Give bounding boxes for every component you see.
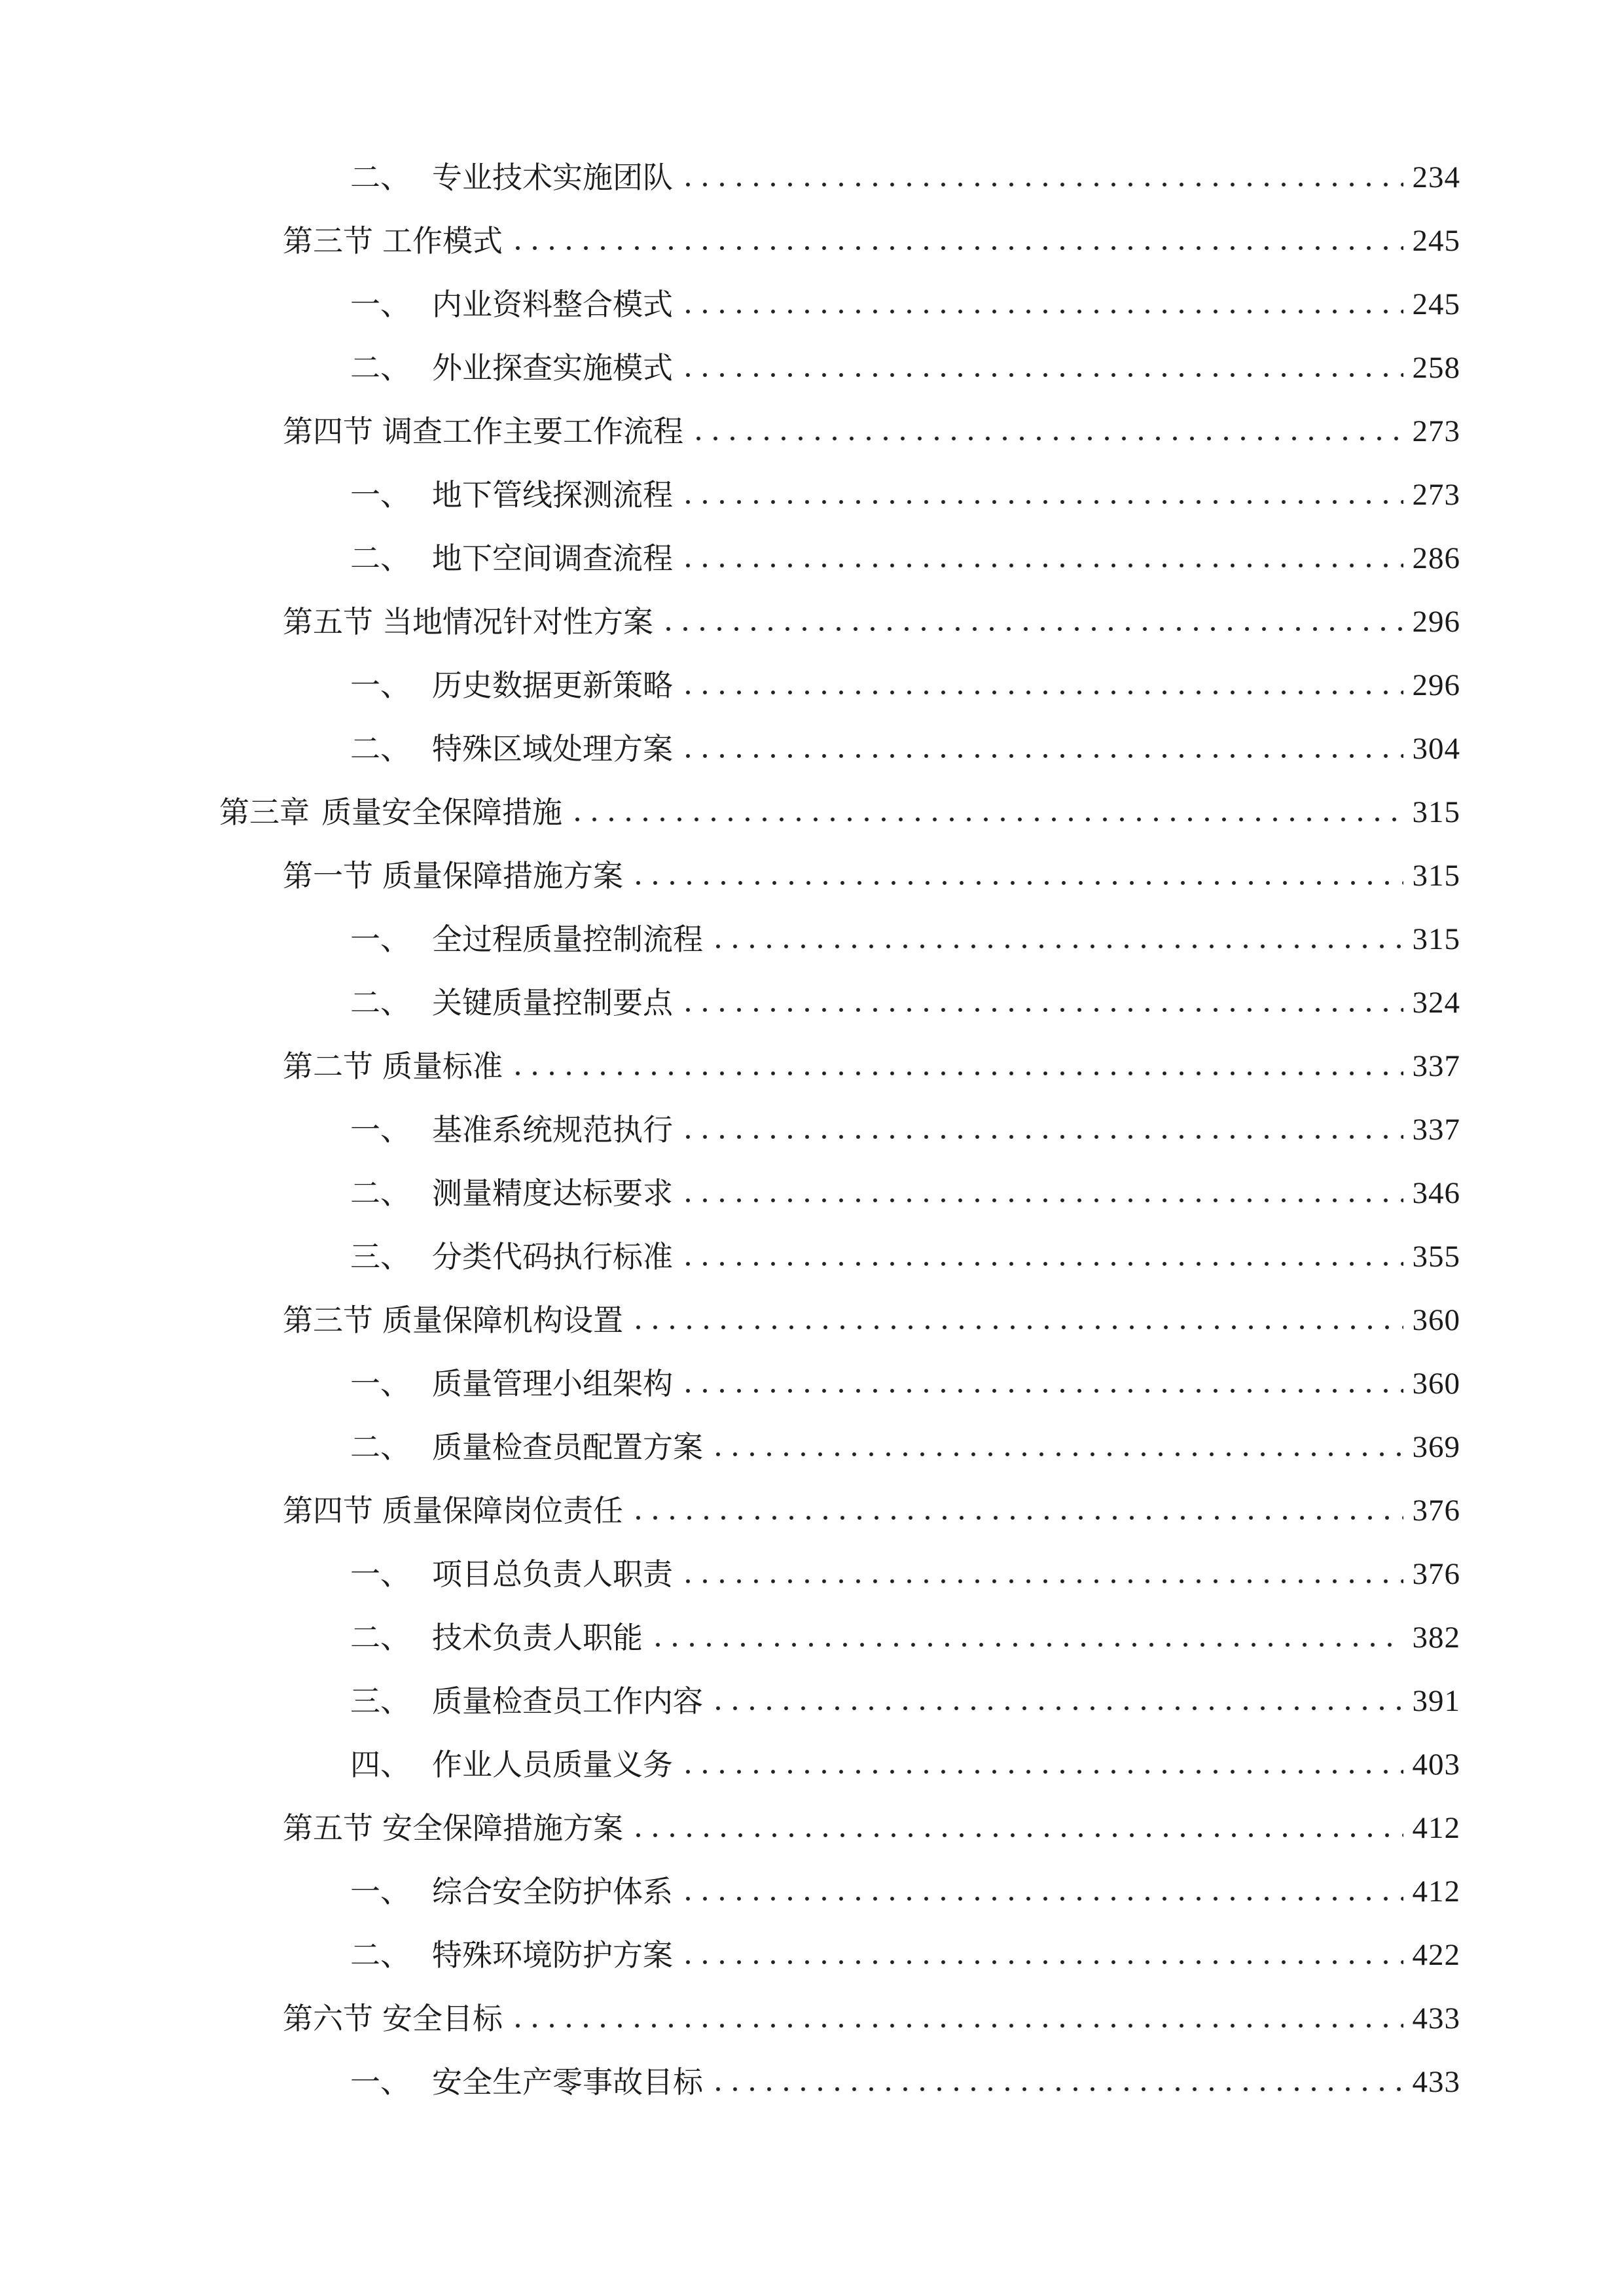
toc-entry-page: 286 [1412,541,1460,575]
toc-entry-page: 315 [1412,859,1460,893]
toc-entry[interactable] [350,913,1460,965]
toc-entry-number: 一、 [350,2064,410,2100]
toc-entry-number: 一、 [350,1556,410,1592]
toc-entry[interactable] [283,405,1460,457]
toc-entry-title: 质量保障措施方案 [382,858,623,893]
toc-entry[interactable] [350,278,1460,331]
toc-entry-number: 一、 [350,477,410,512]
toc-entry-number: 第五节 [283,1810,373,1846]
toc-entry-page: 360 [1412,1303,1460,1337]
toc-entry-page: 324 [1412,986,1460,1020]
toc-entry-title: 调查工作主要工作流程 [382,414,683,449]
toc-entry[interactable] [350,1929,1460,1981]
toc-entry[interactable] [350,342,1460,394]
toc-entry-title: 特殊区域处理方案 [432,731,673,766]
dot-leader [679,180,1403,189]
toc-entry-number: 三、 [350,1239,410,1274]
toc-entry[interactable] [350,1103,1460,1156]
toc-entry-page: 296 [1412,605,1460,639]
dot-leader [679,1196,1403,1205]
toc-entry-number: 第三节 [283,1302,373,1338]
toc-entry[interactable] [283,1992,1460,2045]
toc-entry-number: 二、 [350,1620,410,1655]
toc-entry-number: 一、 [350,668,410,703]
toc-entry-page: 337 [1412,1113,1460,1147]
toc-entry-page: 315 [1412,922,1460,956]
toc-entry-title: 当地情况针对性方案 [382,604,653,639]
toc-entry-page: 412 [1412,1874,1460,1909]
dot-leader [630,878,1403,888]
toc-entry-title: 质量管理小组架构 [432,1366,673,1401]
dot-leader [660,624,1403,634]
dot-leader [710,1450,1403,1459]
toc-entry-title: 特殊环境防护方案 [432,1937,673,1973]
toc-entry[interactable] [350,2056,1460,2108]
dot-leader [679,1386,1403,1395]
dot-leader [630,1513,1403,1522]
toc-entry-page: 258 [1412,351,1460,385]
toc-entry-page: 273 [1412,414,1460,448]
toc-entry-page: 245 [1412,287,1460,321]
dot-leader [679,1577,1403,1586]
toc-entry-title: 综合安全防护体系 [432,1874,673,1909]
toc-entry-number: 一、 [350,1874,410,1909]
toc-entry-title: 质量检查员配置方案 [432,1429,703,1465]
toc-entry[interactable] [350,1230,1460,1283]
toc-entry-title: 内业资料整合模式 [432,287,673,322]
toc-entry-number: 第三节 [283,223,373,259]
dot-leader [679,561,1403,570]
toc-entry-number: 第一节 [283,858,373,893]
toc-entry-number: 二、 [350,1429,410,1465]
toc-entry-title: 工作模式 [382,223,503,259]
toc-entry-number: 一、 [350,1366,410,1401]
toc-entry-page: 360 [1412,1367,1460,1401]
toc-entry-title: 质量标准 [382,1049,503,1084]
toc-entry-page: 382 [1412,1621,1460,1655]
toc-entry-number: 第三章 [219,795,310,830]
toc-entry-page: 315 [1412,795,1460,829]
toc-entry-title: 质量安全保障措施 [321,795,562,830]
dot-leader [710,942,1403,951]
toc-entry-title: 测量精度达标要求 [432,1175,673,1211]
toc-entry-page: 422 [1412,1938,1460,1972]
toc-entry-title: 安全生产零事故目标 [432,2064,703,2100]
toc-entry-title: 项目总负责人职责 [432,1556,673,1592]
dot-leader [679,1958,1403,1967]
dot-leader [649,1640,1403,1649]
toc-entry-title: 安全保障措施方案 [382,1810,623,1846]
toc-entry-page: 433 [1412,2065,1460,2099]
toc-entry-title: 技术负责人职能 [432,1620,643,1655]
dot-leader [679,1894,1403,1903]
toc-entry[interactable] [283,1294,1460,1346]
toc-entry[interactable] [350,532,1460,584]
toc-entry[interactable] [350,659,1460,711]
toc-entry-page: 304 [1412,732,1460,766]
dot-leader [509,1069,1403,1078]
toc-entry-title: 专业技术实施团队 [432,160,673,195]
toc-entry[interactable] [350,151,1460,204]
dot-leader [569,815,1403,824]
toc-entry-number: 一、 [350,287,410,322]
toc-entry[interactable] [350,1611,1460,1664]
toc-entry-page: 245 [1412,224,1460,258]
toc-entry-title: 外业探查实施模式 [432,350,673,386]
toc-entry-page: 391 [1412,1684,1460,1718]
toc-entry-title: 质量保障岗位责任 [382,1493,623,1528]
dot-leader [679,497,1403,507]
toc-entry-title: 地下管线探测流程 [432,477,673,512]
toc-entry-title: 分类代码执行标准 [432,1239,673,1274]
dot-leader [679,688,1403,697]
toc-entry-number: 二、 [350,541,410,576]
dot-leader [679,1767,1403,1776]
toc-entry-title: 质量检查员工作内容 [432,1683,703,1719]
toc-entry-page: 412 [1412,1811,1460,1845]
toc-entry[interactable] [350,469,1460,521]
toc-entry-page: 337 [1412,1049,1460,1083]
toc-entry-title: 全过程质量控制流程 [432,922,703,957]
toc-entry-number: 二、 [350,731,410,766]
toc-entry[interactable] [350,1357,1460,1410]
dot-leader [710,2085,1403,2094]
toc-entry-number: 三、 [350,1683,410,1719]
dot-leader [679,370,1403,380]
toc-entry[interactable] [219,786,1460,838]
toc-entry-title: 安全目标 [382,2001,503,2036]
toc-entry-title: 地下空间调查流程 [432,541,673,576]
toc-entry-number: 第五节 [283,604,373,639]
toc-entry-page: 346 [1412,1176,1460,1210]
dot-leader [509,2021,1403,2030]
toc-entry-title: 作业人员质量义务 [432,1747,673,1782]
dot-leader [679,1005,1403,1014]
toc-entry[interactable] [350,1738,1460,1791]
toc-entry-number: 二、 [350,350,410,386]
toc-entry-page: 376 [1412,1494,1460,1528]
toc-entry-number: 第四节 [283,1493,373,1528]
toc-entry[interactable] [350,1675,1460,1727]
toc-entry-page: 369 [1412,1430,1460,1464]
toc-entry[interactable] [350,977,1460,1029]
dot-leader [630,1323,1403,1332]
toc-entry[interactable] [350,1865,1460,1918]
dot-leader [679,1132,1403,1141]
toc-entry-page: 376 [1412,1557,1460,1591]
toc-entry-page: 296 [1412,668,1460,702]
dot-leader [630,1831,1403,1840]
dot-leader [710,1704,1403,1713]
toc-entry-number: 二、 [350,160,410,195]
dot-leader [679,307,1403,316]
toc-entry-number: 第六节 [283,2001,373,2036]
toc-entry-number: 二、 [350,1937,410,1973]
toc-entry[interactable] [350,1421,1460,1473]
toc-entry-page: 433 [1412,2001,1460,2036]
toc-entry-page: 403 [1412,1748,1460,1782]
toc-entry-number: 一、 [350,922,410,957]
dot-leader [679,1259,1403,1268]
toc-entry[interactable] [283,1040,1460,1092]
toc-entry[interactable] [350,723,1460,775]
toc-entry[interactable] [283,850,1460,902]
toc-entry-title: 质量保障机构设置 [382,1302,623,1338]
toc-entry[interactable] [350,1167,1460,1219]
toc-entry[interactable] [283,1802,1460,1854]
dot-leader [509,243,1403,253]
toc-entry-number: 二、 [350,1175,410,1211]
dot-leader [690,434,1403,443]
toc-entry-number: 第四节 [283,414,373,449]
toc-entry[interactable] [283,215,1460,267]
dot-leader [679,751,1403,761]
toc-entry-page: 355 [1412,1240,1460,1274]
toc-entry-number: 二、 [350,985,410,1020]
toc-entry-title: 基准系统规范执行 [432,1112,673,1147]
toc-entry-number: 一、 [350,1112,410,1147]
toc-entry-title: 历史数据更新策略 [432,668,673,703]
toc-entry[interactable] [283,596,1460,648]
toc-entry-page: 273 [1412,478,1460,512]
toc-entry-page: 234 [1412,160,1460,194]
toc-entry[interactable] [283,1484,1460,1537]
toc-entry-title: 关键质量控制要点 [432,985,673,1020]
toc-entry-number: 四、 [350,1747,410,1782]
toc-entry[interactable] [350,1548,1460,1600]
toc-entry-number: 第二节 [283,1049,373,1084]
